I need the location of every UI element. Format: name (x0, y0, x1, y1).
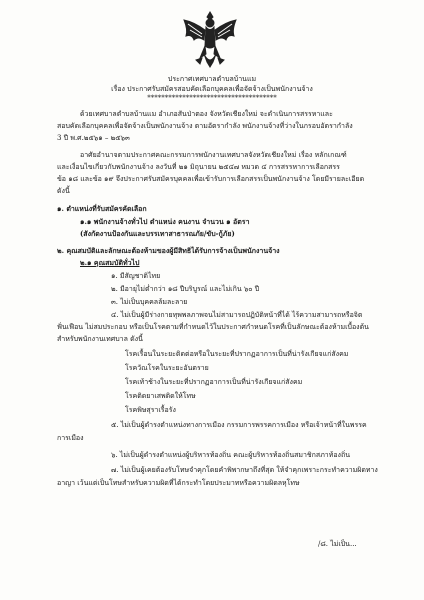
para2-line-1: อาศัยอำนาจตามประกาศคณะกรรมการพนักงานเทศบาลจังหวัดเชียงใหม่ เรื่อง หลักเกณฑ์ (80, 151, 347, 159)
qualification-4-line-3: สำหรับพนักงานเทศบาล ดังนี้ (57, 335, 143, 343)
para2-line-2: และเงื่อนไขเกี่ยวกับพนักงานจ้าง ลงวันที่ ๒๑ มิถุนายน ๒๕๔๗ หมวด ๔ การสรรหาการเลือกสรร (57, 163, 340, 171)
qualification-5-line-2: การเมือง (57, 434, 84, 442)
disease-item: โรคพิษสุราเรื้อรัง (125, 406, 176, 414)
section-2-heading: ๒. คุณสมบัติและลักษณะต้องห้ามของผู้มีสิทธิได้รับการจ้างเป็นพนักงานจ้าง (57, 246, 280, 255)
disease-item: โรควัณโรคในระยะอันตราย (125, 364, 209, 372)
intro-line-2: สอบคัดเลือกบุคคลเพื่อจัดจ้างเป็นพนักงานจ้าง ตามอัตรากำลัง พนักงานจ้างที่ว่างในกรอบอัตรากำลัง (57, 122, 353, 130)
garuda-emblem (182, 10, 238, 68)
section-1-heading: ๑. ตำแหน่งที่รับสมัครคัดเลือก (57, 204, 147, 213)
qualification-7-line-2: อาญา เว้นแต่เป็นโทษสำหรับความผิดที่ได้กระทำโดยประมาทหรือความผิดลหุโทษ (57, 479, 300, 487)
section-2-1-heading: ๒.๑ คุณสมบัติทั่วไป (80, 258, 140, 267)
disease-item: โรคเรื้อนในระยะติดต่อหรือในระยะที่ปรากฏอาการเป็นที่น่ารังเกียจแก่สังคม (125, 350, 349, 358)
qualification-5-line-1: ๕. ไม่เป็นผู้ดำรงตำแหน่งทางการเมือง กรรมการพรรคการเมือง หรือเจ้าหน้าที่ในพรรค (111, 421, 367, 429)
qualification-1: ๑. มีสัญชาติไทย (111, 272, 161, 280)
qualification-4-line-2: ฟั่นเฟือน ไม่สมประกอบ หรือเป็นโรคตามที่กำหนดไว้ในประกาศกำหนดโรคที่เป็นลักษณะต้องห้ามเบื้องต้น (57, 323, 369, 331)
qualification-7-line-1: ๗. ไม่เป็นผู้เคยต้องรับโทษจำคุกโดยคำพิพากษาถึงที่สุด ให้จำคุกเพราะกระทำความผิดทาง (111, 466, 378, 474)
qualification-4-line-1: ๔. ไม่เป็นผู้มีร่างกายทุพพลภาพจนไม่สามารถปฏิบัติหน้าที่ได้ ไร้ความสามารถหรือจิต (111, 311, 363, 319)
qualification-3: ๓. ไม่เป็นบุคคลล้มละลาย (111, 298, 188, 306)
doc-subject: เรื่อง ประกาศรับสมัครสอบคัดเลือกบุคคลเพื่อจัดจ้างเป็นพนักงานจ้าง (111, 85, 313, 93)
doc-separator: ************************************* (147, 94, 277, 102)
doc-title: ประกาศเทศบาลตำบลบ้านแม (167, 75, 257, 83)
intro-line-1: ด้วยเทศบาลตำบลบ้านแม อำเภอสันป่าตอง จังหวัดเชียงใหม่ จะดำเนินการสรรหาและ (80, 110, 333, 118)
continuation-note: /๘. ไม่เป็น... (318, 540, 357, 548)
disease-item: โรคเท้าช้างในระยะที่ปรากฏอาการเป็นที่น่ารังเกียจแก่สังคม (125, 378, 303, 386)
section-1-1: ๑.๑ พนักงานจ้างทั่วไป ตำแหน่ง คนงาน จำนวน ๑ อัตรา (80, 217, 250, 226)
qualification-6: ๖. ไม่เป็นผู้ดำรงตำแหน่งผู้บริหารท้องถิ่น คณะผู้บริหารท้องถิ่นสมาชิกสภาท้องถิ่น (111, 451, 350, 459)
para2-line-4: ดังนี้ (57, 187, 70, 195)
section-1-1-unit: (สังกัดงานป้องกันและบรรเทาสาธารณภัย/ขับ-กู้ภัย) (80, 229, 235, 238)
qualification-2: ๒. มีอายุไม่ต่ำกว่า ๑๘ ปีบริบูรณ์ และไม่เกิน ๖๐ ปี (111, 285, 260, 293)
para2-line-3: ข้อ ๑๘ และข้อ ๑๙ จึงประกาศรับสมัครบุคคลเพื่อเข้ารับการเลือกสรรเป็นพนักงานจ้าง โดยมีรายละเอียด (57, 175, 365, 183)
disease-item: โรคติดยาเสพติดให้โทษ (125, 392, 196, 400)
intro-line-3: 3 ปี พ.ศ.๒๕๖๑ – ๒๕๖๓ (57, 134, 130, 142)
